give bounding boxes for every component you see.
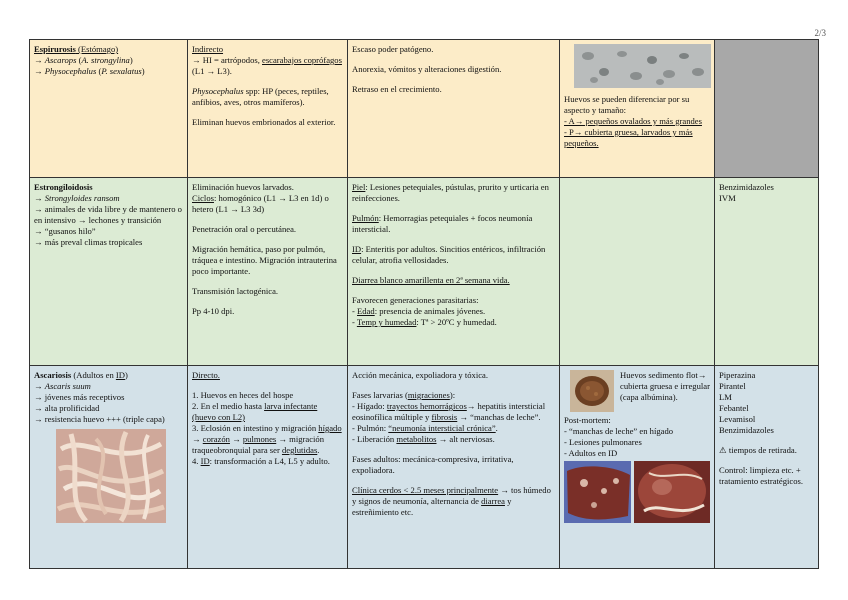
note-line: → alta prolificidad <box>34 403 100 413</box>
drug-name: IVM <box>719 193 736 203</box>
cycle-text: Physocephalus spp: HP (peces, reptiles, anfibios, aves, otros mamíferos). <box>192 86 329 107</box>
control-note: Control: limpieza etc. + tratamiento estratégicos. <box>719 465 803 486</box>
cycle-cell <box>188 40 348 178</box>
note-line: → “gusanos hilo” <box>34 226 96 236</box>
page-number: 2/3 <box>814 28 826 38</box>
pathogeny-text: Retraso en el crecimiento. <box>352 84 442 94</box>
parasite-table <box>29 39 819 569</box>
disease-location: (Estómago) <box>75 44 119 54</box>
postmortem-item: - “manchas de leche” en hígado <box>564 426 674 436</box>
pathogeny-text: Fases larvarias (migraciones): <box>352 390 456 400</box>
treatment-cell-empty <box>715 40 819 178</box>
disease-title: Estrongiloidosis <box>34 182 93 192</box>
postmortem-item: - Lesiones pulmonares <box>564 437 642 447</box>
cycle-cell <box>188 178 348 366</box>
pathogeny-text: - Pulmón: “neumonía intersticial crónica”. <box>352 423 498 433</box>
species-line: → Ascarops (A. strongylina) <box>34 55 133 65</box>
cycle-cell <box>188 366 348 569</box>
pathogeny-text: - Liberación metabolitos → alt nerviosas. <box>352 434 495 444</box>
pathogeny-text: ID: Enteritis por adultos. Sincitios entéricos, infiltración celular, atrofia vellosidades. <box>352 244 546 265</box>
diagnosis-cell-empty <box>560 178 715 366</box>
note-line: → más preval climas tropicales <box>34 237 143 247</box>
egg-sediment-image <box>570 370 614 412</box>
cycle-text: Penetración oral o percutánea. <box>192 224 297 234</box>
note-line: → animales de vida libre y de mantenero o en intensivo → lechones y transición <box>34 204 182 225</box>
drug-name: Febantel <box>719 403 749 413</box>
pathogeny-text: Acción mecánica, expoliadora y tóxica. <box>352 370 489 380</box>
row-espirurosis <box>30 40 819 178</box>
diagnosis-text: Huevos se pueden diferenciar por su aspecto y tamaño: <box>564 94 690 115</box>
pathogeny-cell <box>348 366 560 569</box>
row-estrongiloidosis <box>30 178 819 366</box>
species-line: → Ascaris suum <box>34 381 91 391</box>
pathogeny-text: Fases adultos: mecánica-compresiva, irritativa, expoliadora. <box>352 454 514 475</box>
diagnosis-cell <box>560 366 715 569</box>
egg-description: Huevos sedimento flot→ cubierta gruesa e irregular (capa albúmina). <box>620 370 710 402</box>
cycle-text: Migración hemática, paso por pulmón, tráquea e intestino. Migración intrauterina poco importante. <box>192 244 337 276</box>
pathogeny-cell <box>348 40 560 178</box>
pathogeny-text: Pulmón: Hemorragias petequiales + focos neumonía intersticial. <box>352 213 533 234</box>
lung-lesions-image <box>634 461 710 523</box>
pathogeny-text: Diarrea blanco amarillenta en 2ª semana vida. <box>352 275 510 285</box>
drug-name: Pirantel <box>719 381 746 391</box>
disease-title: Espirurosis <box>34 44 76 54</box>
drug-name: LM <box>719 392 732 402</box>
pathogeny-text: Piel: Lesiones petequiales, pústulas, prurito y urticaria en reinfecciones. <box>352 182 549 203</box>
cycle-text: Transmisión lactogénica. <box>192 286 279 296</box>
drug-name: Piperazina <box>719 370 756 380</box>
drug-name: Levamisol <box>719 414 756 424</box>
roundworms-image <box>56 429 166 523</box>
cycle-text: → HI = artrópodos, escarabajos coprófagos (L1 → L3). <box>192 55 342 76</box>
liver-lesions-image <box>564 461 631 523</box>
postmortem-heading: Post-mortem: <box>564 415 611 425</box>
drug-name: Benzimidazoles <box>719 182 774 192</box>
disease-cell <box>30 178 188 366</box>
egg-micrograph-image <box>574 44 711 88</box>
pathogeny-cell <box>348 178 560 366</box>
note-line: → resistencia huevo +++ (triple capa) <box>34 414 165 424</box>
disease-cell <box>30 40 188 178</box>
cycle-step: 1. Huevos en heces del hospe <box>192 390 294 400</box>
pathogeny-text: - Temp y humedad: Tª > 20ºC y humedad. <box>352 317 497 327</box>
cycle-text: Pp 4-10 dpi. <box>192 306 235 316</box>
drug-name: Benzimidazoles <box>719 425 774 435</box>
cycle-step: 3. Eclosión en intestino y migración hígado → corazón → pulmones → migración traqueobronquial para ser deglutidas. <box>192 423 342 455</box>
cycle-text: Eliminan huevos embrionados al exterior. <box>192 117 336 127</box>
species-line: → Strongyloides ransom <box>34 193 120 203</box>
disease-title-line: Ascariosis (Adultos en ID) <box>34 370 128 380</box>
egg-row <box>564 370 710 412</box>
treatment-cell <box>715 178 819 366</box>
diagnosis-cell <box>560 40 715 178</box>
warning-icon: ⚠ <box>719 445 727 455</box>
cycle-heading: Indirecto <box>192 44 224 54</box>
row-ascariosis <box>30 366 819 569</box>
pathogeny-text: Anorexia, vómitos y alteraciones digestión. <box>352 64 502 74</box>
withdrawal-note: ⚠ tiempos de retirada. <box>719 445 797 455</box>
pathogeny-text: - Edad: presencia de animales jóvenes. <box>352 306 486 316</box>
pathogeny-text: - Hígado: trayectos hemorrágicos→ hepatitis intersticial eosinofílica múltiple y fibrosis → “manchas de leche”. <box>352 401 546 422</box>
diagnosis-text: - A→ pequeños ovalados y más grandes <box>564 116 702 126</box>
diagnosis-text: - P→ cubierta gruesa, larvados y más pequeños. <box>564 127 693 148</box>
note-line: → jóvenes más receptivos <box>34 392 125 402</box>
cycle-step: 2. En el medio hasta larva infectante (huevo con L2) <box>192 401 318 422</box>
cycle-heading: Directo. <box>192 370 220 380</box>
pathogeny-text: Escaso poder patógeno. <box>352 44 434 54</box>
cycle-step: 4. ID: transformación a L4, L5 y adulto. <box>192 456 330 466</box>
pathogeny-text: Clínica cerdos < 2.5 meses principalmente → tos húmedo y signos de neumonía, alternancia de diarrea y estreñimiento etc. <box>352 485 551 517</box>
species-line: → Physocephalus (P. sexalatus) <box>34 66 145 76</box>
treatment-cell <box>715 366 819 569</box>
cycle-text: Eliminación huevos larvados. <box>192 182 294 192</box>
cycle-text: Ciclos: homogónico (L1 → L3 en 1d) o hetero (L1 → L3 3d) <box>192 193 329 214</box>
pathogeny-text: Favorecen generaciones parasitarias: <box>352 295 479 305</box>
disease-cell <box>30 366 188 569</box>
postmortem-item: - Adultos en ID <box>564 448 618 458</box>
postmortem-images <box>564 461 710 523</box>
disease-title: Ascariosis <box>34 370 72 380</box>
